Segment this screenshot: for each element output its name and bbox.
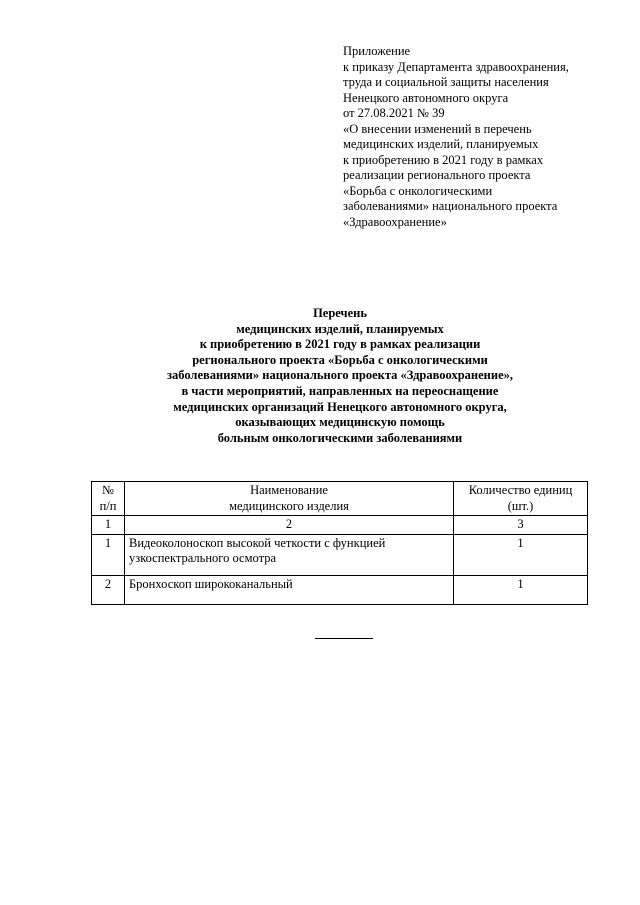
index-cell: 2 [125,516,454,535]
title-line: в части мероприятий, направленных на переоснащение [181,383,499,398]
row-qty: 1 [454,575,588,604]
index-cell: 1 [92,516,125,535]
appendix-line: заболеваниями» национального проекта [343,199,558,213]
devices-table [91,481,588,605]
appendix-line: труда и социальной защиты населения [343,75,549,89]
title-line: медицинских изделий, планируемых [236,321,444,336]
index-cell: 3 [454,516,588,535]
appendix-header [343,44,623,230]
table-row [92,575,588,604]
title-line: регионального проекта «Борьба с онкологическими [192,352,488,367]
row-name: Видеоколоноскоп высокой четкости с функцией узкоспектрального осмотра [125,534,454,575]
appendix-line: медицинских изделий, планируемых [343,137,539,151]
table-index-row [92,516,588,535]
closing-rule [315,638,373,639]
document-title [90,306,590,446]
title-line: больным онкологическими заболеваниями [217,430,463,445]
appendix-line: «О внесении изменений в перечень [343,121,532,136]
header-num: № п/п [92,482,125,516]
appendix-line: Ненецкого автономного округа [343,90,509,105]
header-qty: Количество единиц (шт.) [454,482,588,516]
appendix-line: «Борьба с онкологическими [343,183,493,198]
table-header-row [92,482,588,516]
table-row [92,534,588,575]
row-num: 1 [92,534,125,575]
appendix-line: к приобретению в 2021 году в рамках [343,152,544,167]
appendix-line: к приказу Департамента здравоохранения, [343,59,569,74]
appendix-line: от 27.08.2021 № 39 [343,106,445,120]
title-line: оказывающих медицинскую помощь [235,415,445,430]
appendix-line: «Здравоохранение» [343,214,447,229]
header-name: Наименование медицинского изделия [125,482,454,516]
title-line: заболеваниями» национального проекта «Здравоохранение», [166,368,513,383]
title-line: медицинских организаций Ненецкого автономного округа, [173,399,507,414]
title-line: к приобретению в 2021 году в рамках реализации [199,337,481,352]
title-line: Перечень [313,306,367,320]
row-num: 2 [92,575,125,604]
appendix-line: Приложение [343,44,411,58]
row-qty: 1 [454,534,588,575]
appendix-line: реализации регионального проекта [343,168,531,182]
row-name: Бронхоскоп ширококанальный [125,575,454,604]
